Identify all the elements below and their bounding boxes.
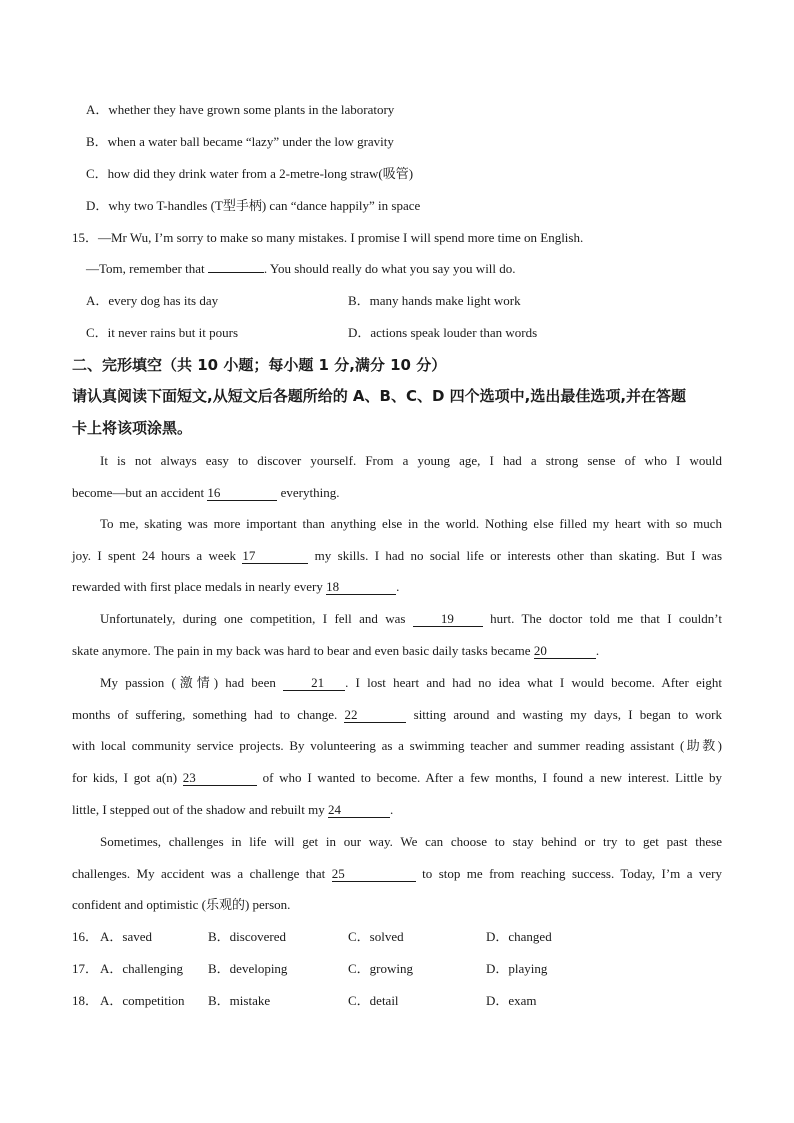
passage-line bbox=[72, 699, 722, 731]
question-18-number: 18． bbox=[72, 993, 99, 1008]
question-18-option-a: A．competition bbox=[100, 993, 185, 1008]
blank-24: 24 bbox=[328, 803, 390, 818]
q15-stem-after: . You should really do what you say you will do. bbox=[263, 261, 516, 276]
passage-line: with local community service projects. By volunteering as a swimming teacher and summer reading assistant (助教) bbox=[72, 738, 722, 754]
passage-paragraph-5 bbox=[72, 826, 722, 921]
blank-18: 18 bbox=[326, 580, 396, 595]
question-17-option-d: D．playing bbox=[486, 961, 548, 976]
passage-line: Sometimes, challenges in life will get in our way. We can choose to stay behind or try to get past these bbox=[100, 834, 722, 849]
q15-stem-line2 bbox=[86, 261, 516, 277]
passage-text: for kids, I got a(n) bbox=[72, 770, 183, 786]
q14-option-d: D．why two T-handles (T型手柄) can “dance happily” in space bbox=[86, 198, 421, 213]
passage-text: of who I wanted to become. After a few months, I found a new interest. Little by bbox=[256, 770, 722, 786]
passage-line bbox=[72, 477, 722, 509]
question-18-option-c: C．detail bbox=[348, 993, 399, 1008]
blank-25: 25 bbox=[332, 867, 416, 882]
blank-19: 19 bbox=[413, 612, 483, 627]
passage-text: . bbox=[396, 579, 400, 595]
passage-line bbox=[72, 794, 722, 826]
question-18-option-d: D．exam bbox=[486, 993, 537, 1008]
passage-text: . I lost heart and had no idea what I would become. After eight bbox=[345, 675, 722, 690]
blank-22: 22 bbox=[344, 708, 406, 723]
q14-option-c: C．how did they drink water from a 2-metre-long straw(吸管) bbox=[86, 166, 414, 181]
q14-option-b: B．when a water ball became “lazy” under the low gravity bbox=[86, 134, 394, 149]
passage-line bbox=[72, 571, 722, 603]
question-16-option-d: D．changed bbox=[486, 929, 552, 944]
question-17-option-c: C．growing bbox=[348, 961, 414, 976]
passage-paragraph-2 bbox=[72, 508, 722, 603]
passage-line bbox=[72, 540, 722, 572]
blank-23: 23 bbox=[183, 771, 257, 786]
passage-line bbox=[72, 762, 722, 794]
q14-option-a: A．whether they have grown some plants in the laboratory bbox=[86, 102, 395, 117]
question-16-option-a: A．saved bbox=[100, 929, 152, 944]
question-16-option-c: C．solved bbox=[348, 929, 404, 944]
passage-text: everything. bbox=[277, 484, 340, 500]
passage-line bbox=[72, 635, 722, 667]
passage-line bbox=[72, 667, 722, 699]
q15-stem-before: —Tom, remember that bbox=[86, 261, 208, 276]
passage-text: Unfortunately, during one competition, I fell and was bbox=[100, 611, 413, 626]
section-instruction-line1: 请认真阅读下面短文,从短文后各题所给的 A、B、C、D 四个选项中,选出最佳选项,并在答题 bbox=[72, 387, 687, 405]
passage-text: become—but an accident bbox=[72, 484, 208, 500]
q15-stem-line1: 15．—Mr Wu, I’m sorry to make so many mistakes. I promise I will spend more time on English. bbox=[72, 230, 584, 245]
passage-paragraph-1 bbox=[72, 445, 722, 508]
passage-line: To me, skating was more important than anything else in the world. Nothing else filled my heart with so much bbox=[100, 516, 722, 531]
passage-text: . bbox=[389, 801, 394, 817]
passage-paragraph-4 bbox=[72, 667, 722, 825]
blank-16: 16 bbox=[207, 486, 277, 501]
passage-text: skate anymore. The pain in my back was hard to bear and even basic daily tasks became bbox=[72, 642, 534, 658]
passage-text: hurt. The doctor told me that I couldn’t bbox=[482, 611, 722, 626]
q15-option-a: A．every dog has its day bbox=[86, 293, 219, 308]
passage-text: My passion (激情) had been bbox=[100, 675, 284, 690]
blank-21: 21 bbox=[283, 676, 345, 691]
passage-text: rewarded with first place medals in nearly every bbox=[72, 579, 327, 595]
passage-line bbox=[72, 603, 722, 635]
passage-line: It is not always easy to discover yourself. From a young age, I had a strong sense of who I would bbox=[100, 453, 722, 468]
question-16-number: 16． bbox=[72, 929, 99, 944]
passage-text: sitting around and wasting my days, I began to work bbox=[406, 706, 722, 722]
passage-line bbox=[72, 858, 722, 890]
q15-option-d: D．actions speak louder than words bbox=[348, 325, 538, 340]
section-title: 二、完形填空（共 10 小题；每小题 1 分,满分 10 分） bbox=[72, 356, 447, 374]
question-16-option-b: B．discovered bbox=[208, 929, 286, 944]
passage-text: . bbox=[595, 642, 600, 658]
blank-17: 17 bbox=[242, 549, 308, 564]
passage-text: to stop me from reaching success. Today, I’m a very bbox=[415, 865, 722, 881]
q15-option-b: B．many hands make light work bbox=[348, 293, 521, 308]
passage-text: little, I stepped out of the shadow and rebuilt my bbox=[72, 801, 328, 817]
passage-text: joy. I spent 24 hours a week bbox=[72, 547, 243, 563]
question-17-option-a: A．challenging bbox=[100, 961, 184, 976]
passage-paragraph-3 bbox=[72, 603, 722, 666]
passage-text: challenges. My accident was a challenge that bbox=[72, 865, 332, 881]
passage-text: my skills. I had no social life or interests other than skating. But I was bbox=[308, 547, 723, 563]
q15-blank bbox=[208, 272, 264, 273]
question-17-number: 17． bbox=[72, 961, 99, 976]
passage-text: months of suffering, something had to change. bbox=[72, 706, 345, 722]
passage-line: confident and optimistic (乐观的) person. bbox=[72, 897, 291, 913]
blank-20: 20 bbox=[534, 644, 596, 659]
q15-option-c: C．it never rains but it pours bbox=[86, 325, 239, 340]
question-17-option-b: B．developing bbox=[208, 961, 288, 976]
question-18-option-b: B．mistake bbox=[208, 993, 271, 1008]
section-instruction-line2: 卡上将该项涂黑。 bbox=[72, 419, 193, 437]
